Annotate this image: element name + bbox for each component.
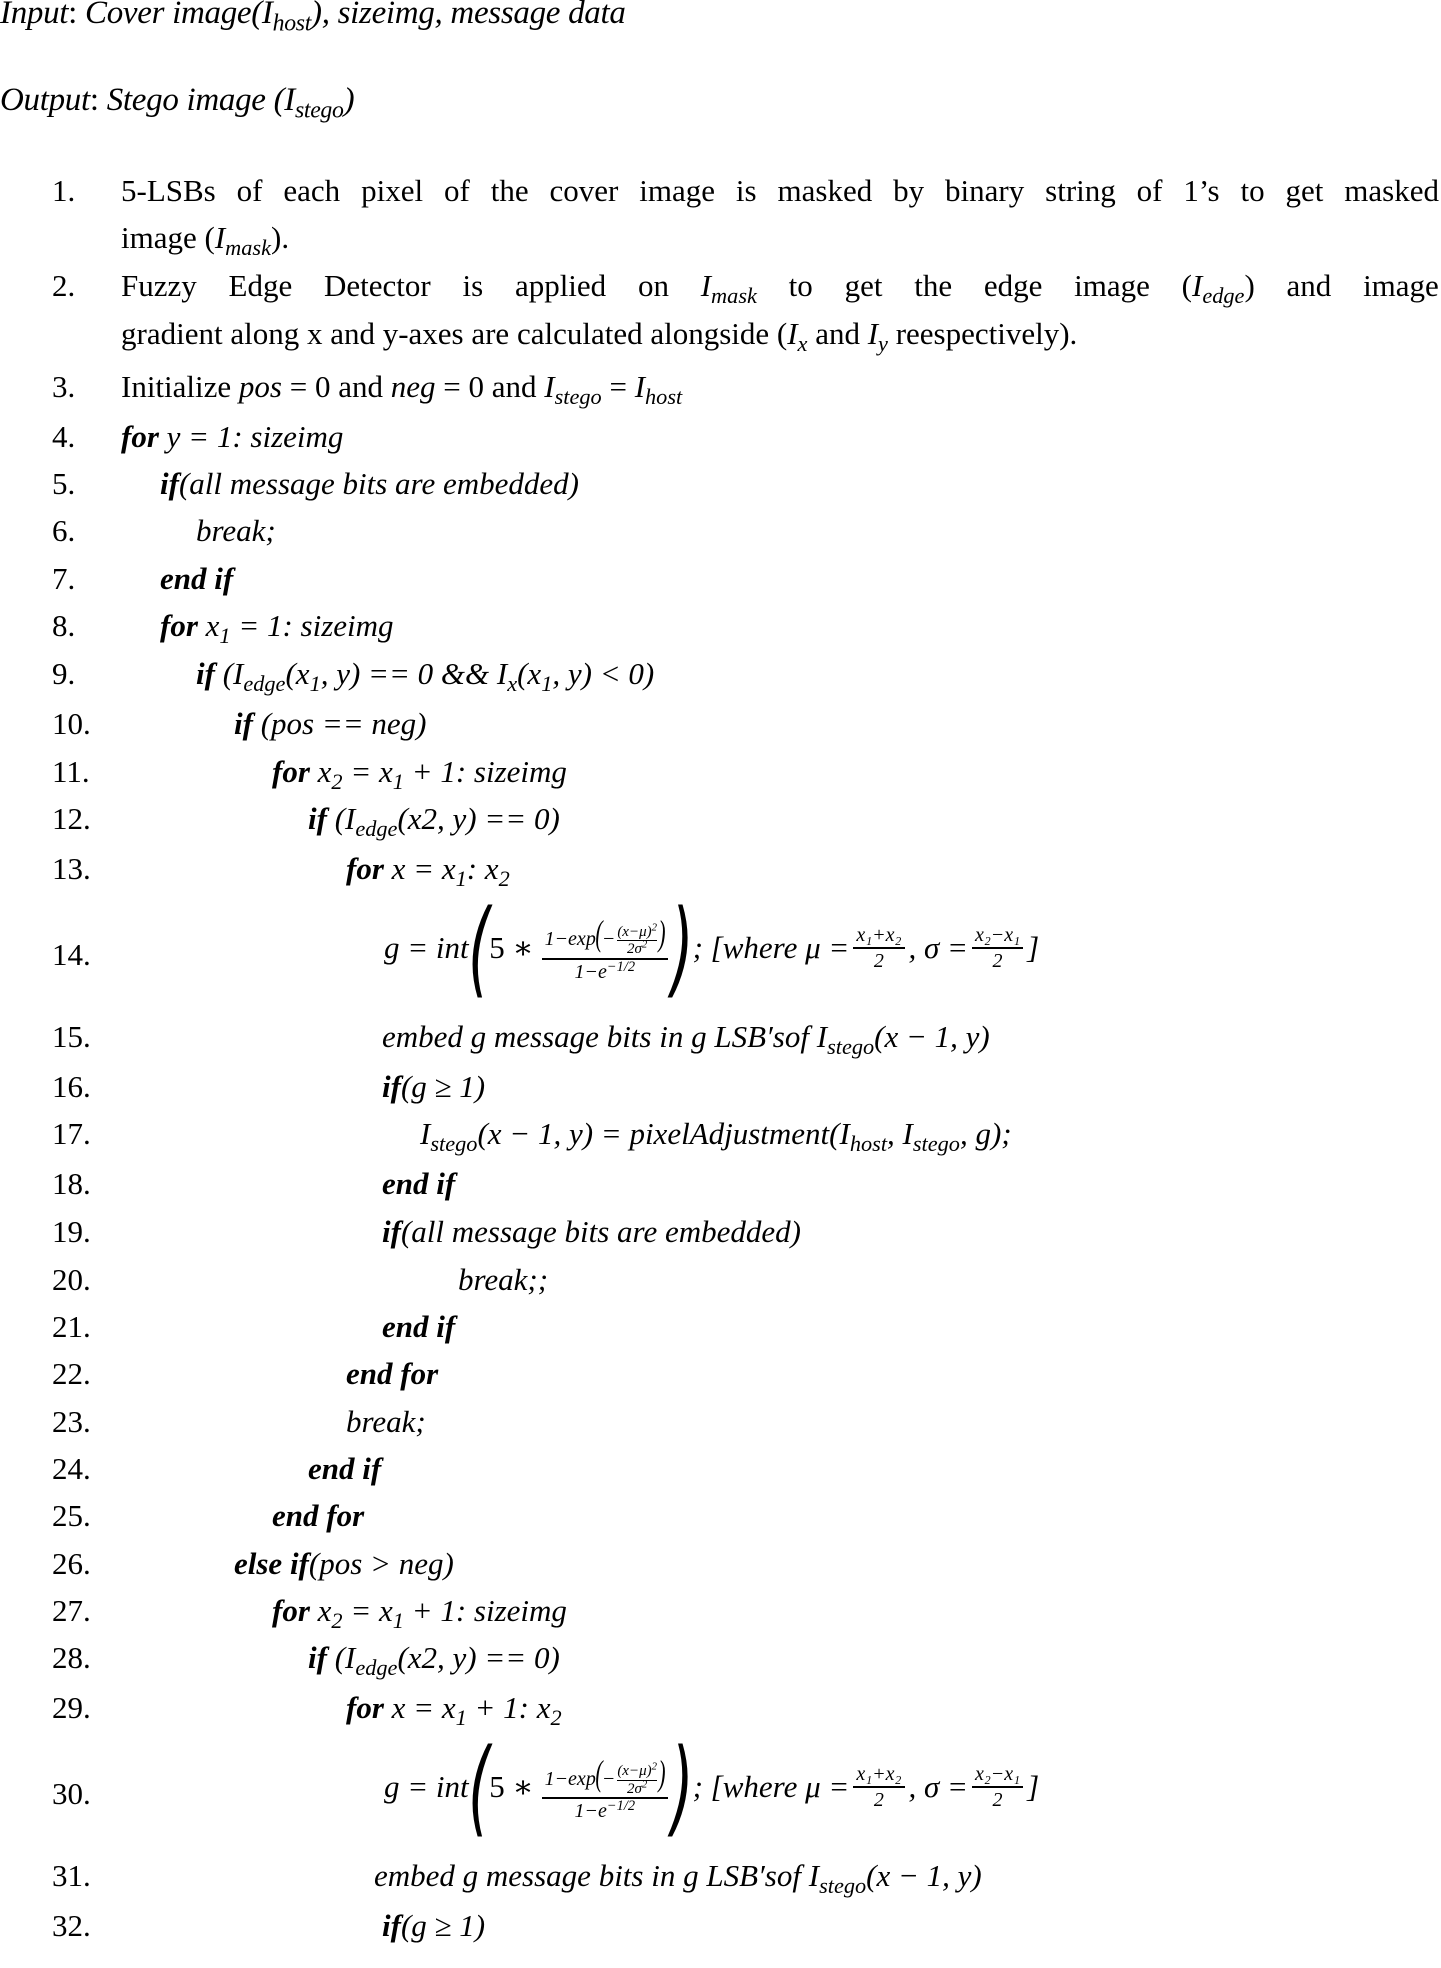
- step-30-formula: g = int ( 5 ∗ 1−exp(− $\frac{(x-\mu)^2}{2\sigma^2}$ ) $1-e^{-1/2}$ ) ; [where μ = $\frac{\text{x₁+x₂}}{2}$ , σ = $\frac{\text{x₂−x₁}}{2}$ ]: [384, 1726, 1040, 1849]
- output-line: Output: Stego image $(I_{stego})$: [0, 82, 355, 124]
- output-label: Output: [0, 82, 90, 119]
- input-line: Input: Cover $image(I_{host})$, sizeimg, message data: [0, 0, 626, 32]
- input-label: Input: [0, 0, 69, 32]
- step-14-formula: g = int ( 5 ∗ 1−exp(− $\frac{(x-\mu)^2}{2\sigma^2}$ ) $1-e^{-1/2}$ ) ; [where μ = $\frac{\text{x₁+x₂}}{2}$ , σ = $\frac{\text{x₂−x₁}}{2}$ ]: [384, 886, 1040, 1009]
